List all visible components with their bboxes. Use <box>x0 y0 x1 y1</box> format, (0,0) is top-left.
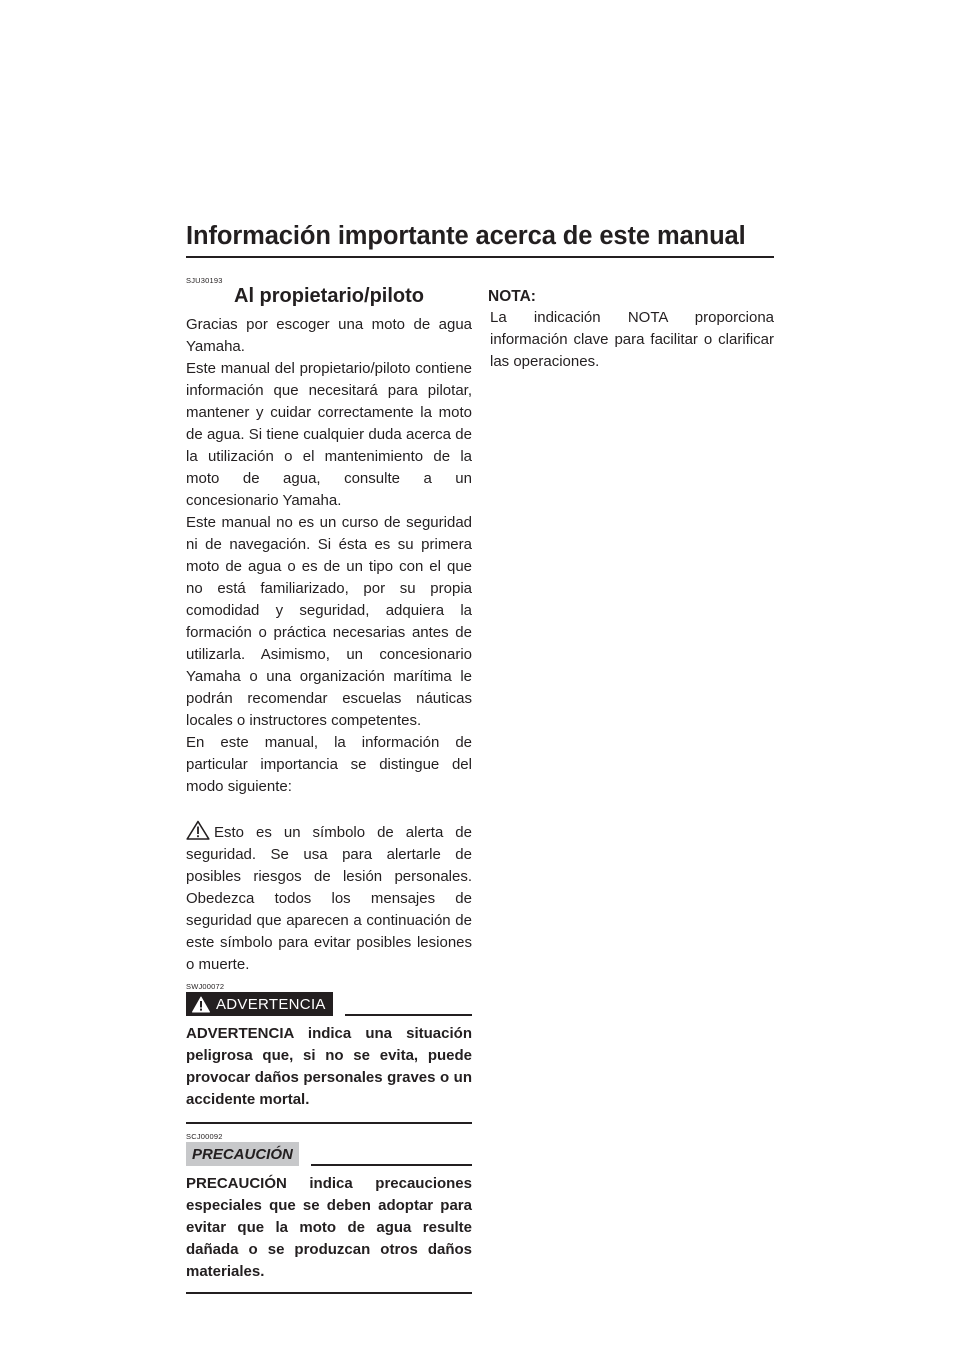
caution-badge <box>186 1142 299 1166</box>
warning-triangle-filled-icon <box>192 996 210 1013</box>
title-rule <box>186 256 774 258</box>
alert-symbol-text: Esto es un símbolo de alerta de seguridad. Se usa para alertarle de posibles riesgos de lesión personales. Obedezca todos los mensajes de seguridad que aparecen a continuación de este símbolo para evitar posibles lesiones o muerte. <box>186 824 472 973</box>
warning-badge <box>186 992 333 1016</box>
paragraph-not-a-course: Este manual no es un curso de seguridad ni de navegación. Si ésta es su primera moto de agua o es de un tipo con el que no está familiarizado, por su propia comodidad y seguridad, adquiera la formación o práctica necesarias antes de utilizarla. Asimismo, un concesionario Yamaha o una organización marítima le podrán recomendar escuelas náuticas locales o instructores competentes. <box>186 514 472 729</box>
warning-label: ADVERTENCIA <box>216 995 326 1013</box>
section-heading: Al propietario/piloto <box>234 285 424 307</box>
warning-header-rule <box>345 1014 472 1016</box>
left-column <box>186 276 472 1294</box>
paragraph-thanks: Gracias por escoger una moto de agua Yamaha. <box>186 316 472 355</box>
warning-header <box>186 991 472 1017</box>
right-column <box>488 287 774 373</box>
warning-triangle-outline-icon <box>186 820 210 840</box>
caution-bottom-rule <box>186 1292 472 1294</box>
caution-code: SCJ00092 <box>186 1132 223 1141</box>
note-text: La indicación NOTA proporciona información clave para facilitar o clarificar las operaciones. <box>490 309 774 370</box>
warning-text: ADVERTENCIA indica una situación peligrosa que, si no se evita, puede provocar daños personales graves o un accidente mortal. <box>186 1025 472 1108</box>
caution-label: PRECAUCIÓN <box>192 1145 293 1163</box>
caution-header-rule <box>311 1164 472 1166</box>
caution-header <box>186 1141 472 1167</box>
alert-symbol-paragraph <box>186 820 472 976</box>
page-title: Información importante acerca de este manual <box>186 222 746 250</box>
section-code: SJU30193 <box>186 276 223 285</box>
caution-text: PRECAUCIÓN indica precauciones especiales que se deben adoptar para evitar que la moto de agua resulte dañada o se produzcan otros daños materiales. <box>186 1175 472 1280</box>
paragraph-distinction: En este manual, la información de particular importancia se distingue del modo siguiente: <box>186 734 472 795</box>
note-heading: NOTA: <box>488 288 536 305</box>
warning-code: SWJ00072 <box>186 982 225 991</box>
paragraph-manual-contents: Este manual del propietario/piloto contiene información que necesitará para pilotar, mantener y cuidar correctamente la moto de agua. Si tiene cualquier duda acerca de la utilización o el mantenimiento de la moto de agua, consulte a un concesionario Yamaha. <box>186 360 472 509</box>
